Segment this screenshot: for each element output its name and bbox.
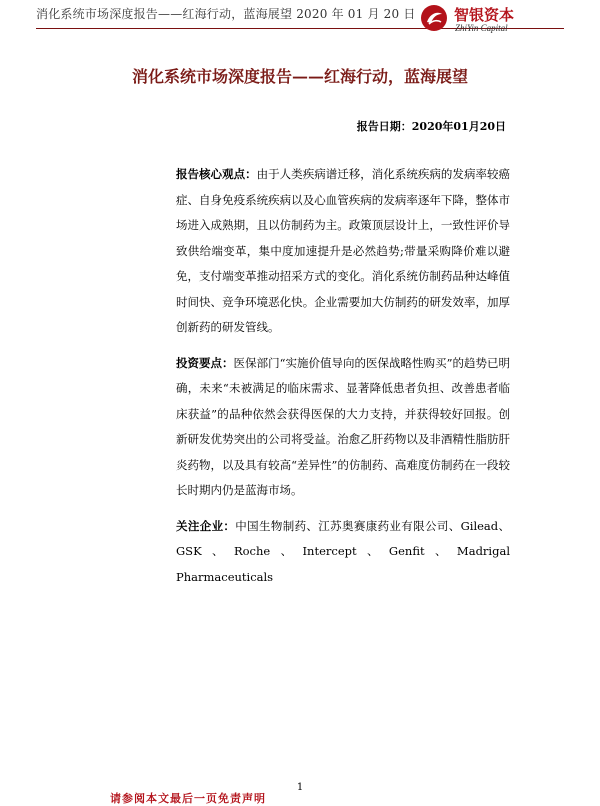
investment-label: 投资要点： <box>176 355 234 370</box>
core-view-paragraph <box>176 162 510 341</box>
report-body <box>176 162 510 600</box>
report-date: 报告日期：2020年01月20日 <box>356 120 506 133</box>
companies-text: 中国生物制药、江苏奥赛康药业有限公司、Gilead、GSK、Roche、Intercept、Genfit、Madrigal Pharmaceuticals <box>176 518 510 584</box>
investment-text: 医保部门“实施价值导向的医保战略性购买”的趋势已明确，未来“未被满足的临床需求、显著降低患者负担、改善患者临床获益”的品种依然会获得医保的大力支持，并获得较好回报。创新研发优势突出的公司将受益。治愈乙肝药物以及非酒精性脂肪肝炎药物，以及具有较高“差异性”的仿制药、高难度仿制药在一段较长时期内仍是蓝海市场。 <box>176 355 510 497</box>
logo-english-text: ZhiYin Capital <box>455 23 508 33</box>
investment-paragraph <box>176 351 510 504</box>
companies-paragraph <box>176 514 510 591</box>
logo-emblem-icon <box>420 4 448 32</box>
page-number: 1 <box>296 782 304 793</box>
core-view-label: 报告核心观点： <box>176 167 257 181</box>
disclaimer-link[interactable]: 请参阅本文最后一页免责声明 <box>110 792 266 805</box>
report-title: 消化系统市场深度报告——红海行动，蓝海展望 <box>131 67 468 86</box>
logo-chinese-text: 智银资本 <box>454 6 515 24</box>
running-header: 消化系统市场深度报告——红海行动，蓝海展望 2020 年 01 月 20 日 <box>36 7 416 21</box>
companies-label: 关注企业： <box>176 518 236 533</box>
brand-logo <box>420 0 540 36</box>
core-view-text: 由于人类疾病谱迁移，消化系统疾病的发病率较癌症、自身免疫系统疾病以及心血管疾病的发病率逐年下降，整体市场进入成熟期，且以仿制药为主。政策顶层设计上，一致性评价导致供给端变革，集中度加速提升是必然趋势;带量采购降价难以避免，支付端变革推动招采方式的变化。消化系统仿制药品种达峰值时间快、竞争环境恶化快。企业需要加大仿制药的研发效率，加厚创新药的研发管线。 <box>176 167 510 334</box>
